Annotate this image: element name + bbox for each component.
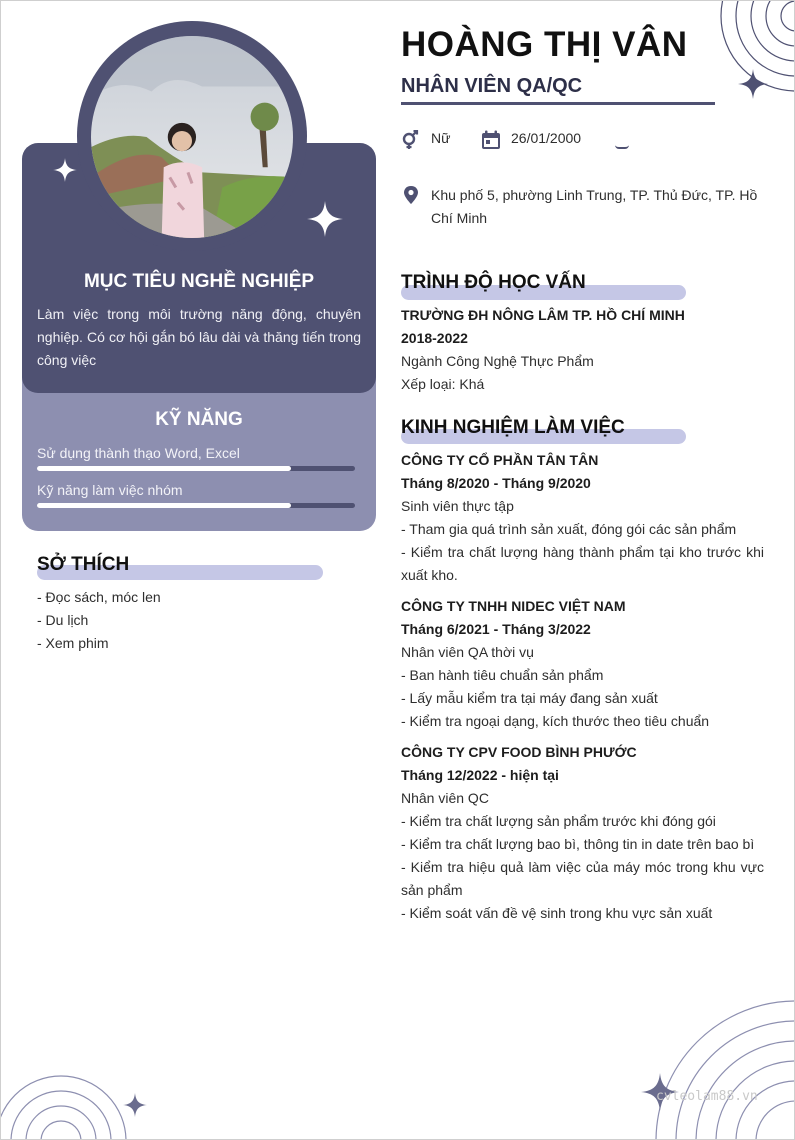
skills-title: KỸ NĂNG	[155, 409, 243, 430]
avatar	[91, 36, 293, 238]
sparkle-icon	[123, 1093, 147, 1117]
skill-item	[37, 444, 355, 471]
watermark: cvleolam88.vn	[656, 1089, 758, 1104]
education-title: TRÌNH ĐỘ HỌC VẤN	[401, 272, 586, 293]
objective-title: MỤC TIÊU NGHỀ NGHIỆP	[83, 271, 315, 292]
calendar-icon	[481, 130, 501, 150]
job-entry	[401, 449, 764, 587]
birthday-value: 26/01/2000	[511, 130, 582, 146]
job-task: - Kiểm tra ngoại dạng, kích thước theo tiêu chuẩn	[401, 713, 710, 729]
company-name: CÔNG TY CỔ PHẦN TÂN TÂN	[401, 452, 599, 468]
job-task: - Kiểm soát vấn đề vệ sinh trong khu vực sản xuất	[401, 905, 713, 921]
skill-bar-fill	[37, 466, 291, 471]
education-major: Ngành Công Nghệ Thực Phẩm	[401, 353, 594, 369]
job-period: Tháng 12/2022 - hiện tại	[401, 767, 559, 783]
job-role: Nhân viên QC	[401, 790, 489, 806]
job-task: - Kiểm tra chất lượng bao bì, thông tin in date trên bao bì	[401, 836, 755, 852]
address-value: Khu phố 5, phường Linh Trung, TP. Thủ Đức, TP. Hồ Chí Minh	[431, 187, 758, 226]
education-years: 2018-2022	[401, 330, 468, 346]
skill-bar	[37, 466, 355, 471]
objective-text: Làm việc trong môi trường năng động, chuyên nghiệp. Có cơ hội gắn bó lâu dài và thăng tiến trong công việc	[37, 306, 361, 368]
list-item: - Đọc sách, móc len	[37, 589, 161, 605]
job-role: Nhân viên QA thời vụ	[401, 644, 534, 660]
job-task: - Lấy mẫu kiểm tra tại máy đang sản xuất	[401, 690, 658, 706]
sparkle-icon	[738, 69, 768, 99]
hobbies-title: SỞ THÍCH	[37, 554, 130, 575]
job-task: - Kiểm tra chất lượng hàng thành phẩm tại kho trước khi xuất kho.	[401, 544, 764, 583]
skill-bar-fill	[37, 503, 291, 508]
education-grade: Xếp loại: Khá	[401, 376, 485, 392]
job-task: - Tham gia quá trình sản xuất, đóng gói các sản phẩm	[401, 521, 737, 537]
gender-row	[401, 130, 450, 150]
job-period: Tháng 8/2020 - Tháng 9/2020	[401, 475, 591, 491]
address-row	[401, 184, 761, 230]
sparkle-icon	[53, 158, 77, 182]
job-task: - Kiểm tra hiệu quả làm việc của máy móc trong khu vực sản phẩm	[401, 859, 764, 898]
decorative-mark	[615, 145, 629, 149]
skill-bar	[37, 503, 355, 508]
school-name: TRƯỜNG ĐH NÔNG LÂM TP. HỒ CHÍ MINH	[401, 307, 685, 323]
job-position: NHÂN VIÊN QA/QC	[401, 75, 583, 97]
location-pin-icon	[401, 185, 421, 205]
list-item: - Xem phim	[37, 635, 109, 651]
company-name: CÔNG TY TNHH NIDEC VIỆT NAM	[401, 598, 626, 614]
job-task: - Ban hành tiêu chuẩn sản phẩm	[401, 667, 604, 683]
job-task: - Kiểm tra chất lượng sản phẩm trước khi đóng gói	[401, 813, 716, 829]
skill-item	[37, 481, 355, 508]
education-block	[401, 304, 764, 396]
job-period: Tháng 6/2021 - Tháng 3/2022	[401, 621, 591, 637]
decorative-arcs-bottom-right	[651, 966, 795, 1140]
sparkle-icon	[307, 201, 343, 237]
company-name: CÔNG TY CPV FOOD BÌNH PHƯỚC	[401, 744, 637, 760]
full-name: HOÀNG THỊ VÂN	[401, 25, 688, 64]
job-entry	[401, 595, 764, 733]
gender-value: Nữ	[431, 130, 451, 146]
job-role: Sinh viên thực tập	[401, 498, 514, 514]
divider	[401, 102, 715, 105]
hobbies-list	[37, 586, 161, 655]
skill-label: Kỹ năng làm việc nhóm	[37, 482, 183, 498]
list-item: - Du lịch	[37, 612, 89, 628]
gender-icon	[401, 130, 421, 150]
skill-label: Sử dụng thành thạo Word, Excel	[37, 445, 240, 461]
experience-title: KINH NGHIỆM LÀM VIỆC	[401, 417, 625, 438]
job-entry	[401, 741, 764, 925]
decorative-arcs-bottom-left	[1, 1066, 141, 1140]
birthday-row	[481, 130, 581, 150]
